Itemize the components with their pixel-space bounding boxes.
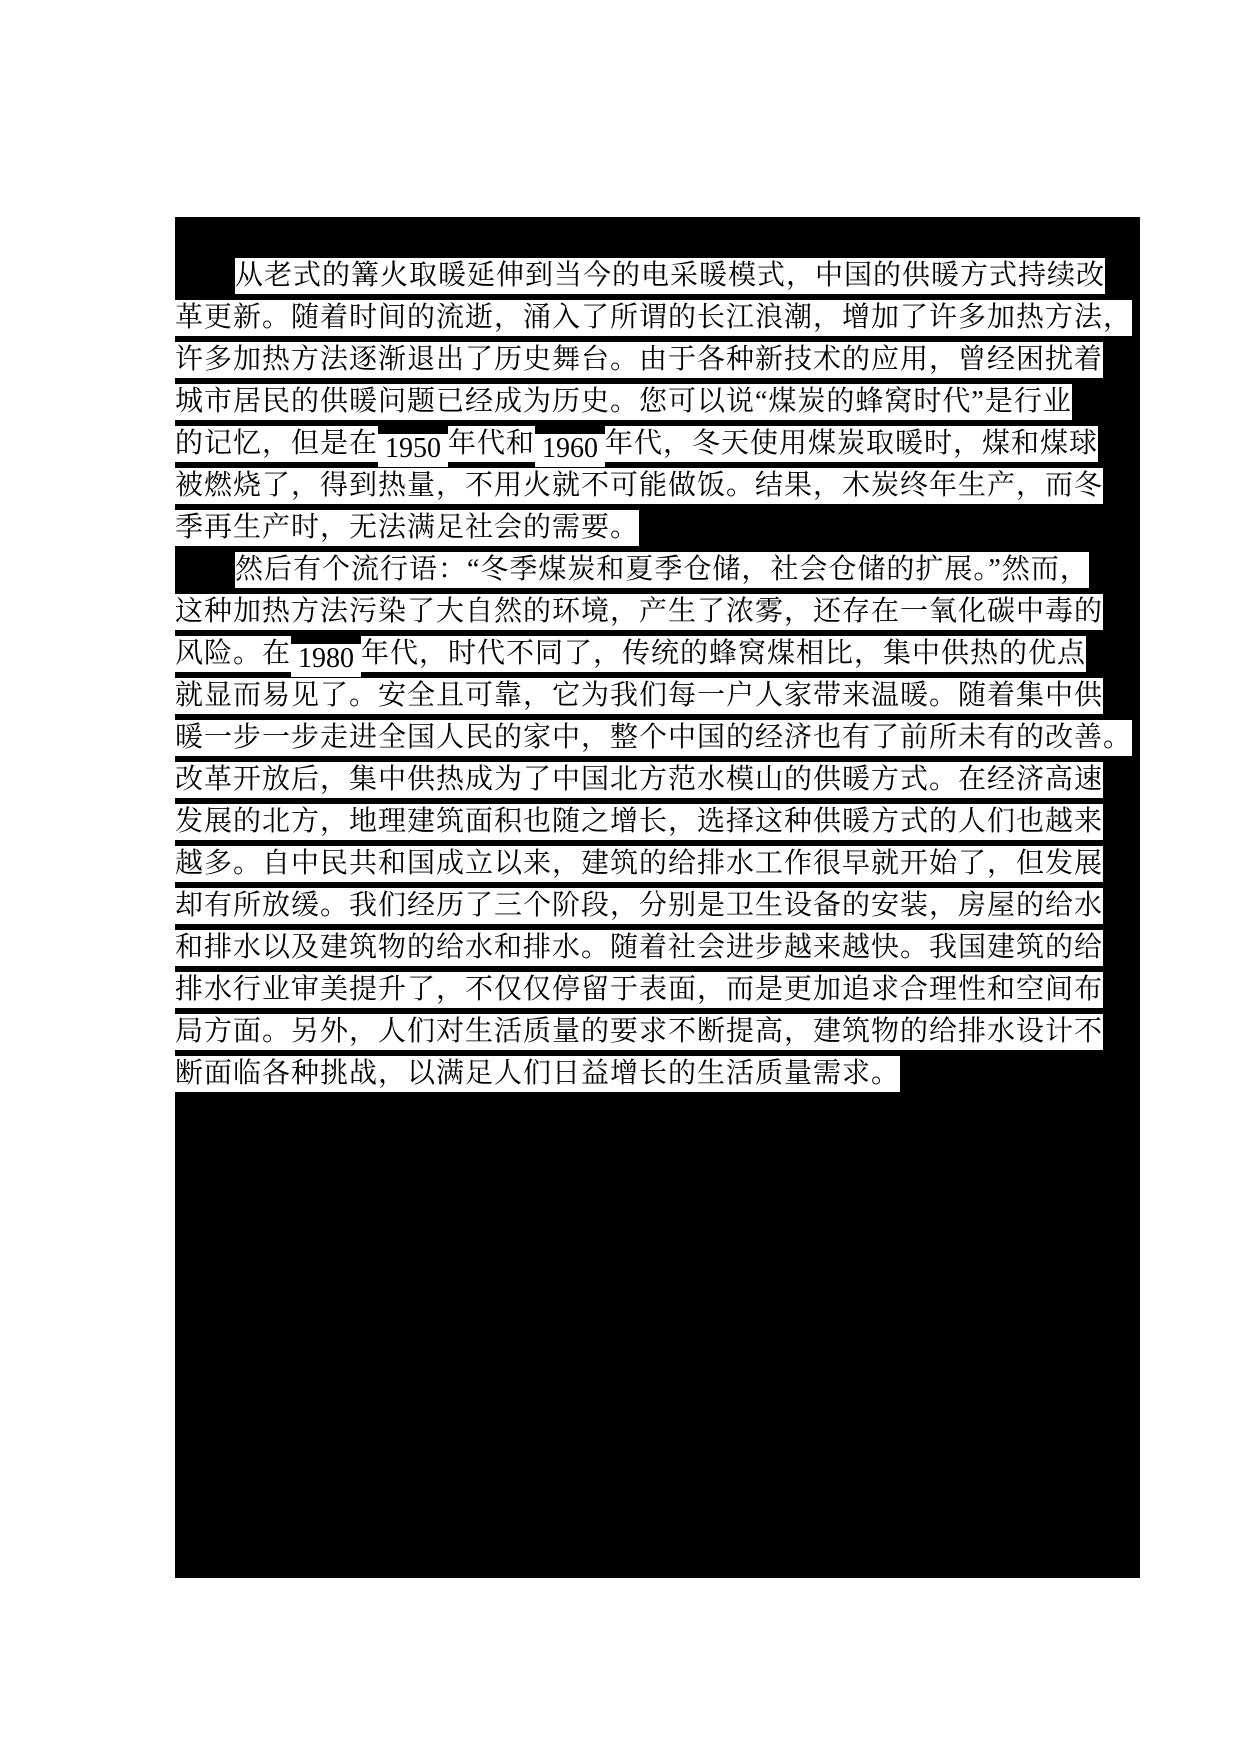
text-line bbox=[175, 846, 1140, 882]
paragraph-indent bbox=[175, 552, 235, 588]
text-line bbox=[175, 594, 1140, 630]
text-line bbox=[175, 552, 1140, 588]
text-run: 年代和 bbox=[448, 426, 535, 462]
text-run: 这种加热方法污染了大自然的环境，产生了浓雾，还存在一氧化碳中毒的 bbox=[175, 594, 1103, 630]
text-line bbox=[175, 930, 1140, 966]
text-run: 被燃烧了，得到热量，不用火就不可能做饭。结果，木炭终年生产，而冬 bbox=[175, 468, 1103, 504]
text-line bbox=[175, 888, 1140, 924]
text-run: 从老式的篝火取暖延伸到当今的电采暖模式，中国的供暖方式持续改 bbox=[235, 258, 1105, 294]
text-run: 年代，冬天使用煤炭取暖时，煤和煤球 bbox=[605, 426, 1098, 462]
paragraph-indent bbox=[175, 258, 235, 294]
text-line bbox=[175, 804, 1140, 840]
text-line bbox=[175, 384, 1140, 420]
text-line bbox=[175, 342, 1140, 378]
text-run: 局方面。另外，人们对生活质量的要求不断提高，建筑物的给排水设计不 bbox=[175, 1014, 1103, 1050]
text-run: 改革开放后，集中供热成为了中国北方范水模山的供暖方式。在经济高速 bbox=[175, 762, 1103, 798]
text-line bbox=[175, 1014, 1140, 1050]
text-run: 却有所放缓。我们经历了三个阶段，分别是卫生设备的安装，房屋的给水 bbox=[175, 888, 1103, 924]
text-run: 发展的北方，地理建筑面积也随之增长，选择这种供暖方式的人们也越来 bbox=[175, 804, 1103, 840]
text-line bbox=[175, 510, 1140, 546]
text-run: 革更新。随着时间的流逝，涌入了所谓的长江浪潮，增加了许多加热方法， bbox=[175, 300, 1132, 336]
text-line bbox=[175, 720, 1140, 756]
text-line bbox=[175, 762, 1140, 798]
redacted-text-block bbox=[175, 217, 1140, 1578]
year-number-run: 1950 bbox=[378, 434, 448, 467]
text-run: 季再生产时，无法满足社会的需要。 bbox=[175, 510, 639, 546]
year-number-run: 1980 bbox=[291, 644, 361, 677]
paragraph-lines bbox=[175, 258, 1140, 1098]
text-run: 和排水以及建筑物的给水和排水。随着社会进步越来越快。我国建筑的给 bbox=[175, 930, 1103, 966]
text-line bbox=[175, 258, 1140, 294]
text-line bbox=[175, 636, 1140, 672]
text-run: 然后有个流行语：“冬季煤炭和夏季仓储，社会仓储的扩展。”然而， bbox=[235, 552, 1089, 588]
text-run: 年代，时代不同了，传统的蜂窝煤相比，集中供热的优点 bbox=[361, 636, 1086, 672]
text-run: 许多加热方法逐渐退出了历史舞台。由于各种新技术的应用，曾经困扰着 bbox=[175, 342, 1103, 378]
text-line bbox=[175, 300, 1140, 336]
text-run: 的记忆，但是在 bbox=[175, 426, 378, 462]
text-run: 越多。自中民共和国成立以来，建筑的给排水工作很早就开始了，但发展 bbox=[175, 846, 1103, 882]
text-line bbox=[175, 468, 1140, 504]
text-run: 断面临各种挑战，以满足人们日益增长的生活质量需求。 bbox=[175, 1056, 900, 1092]
text-line bbox=[175, 426, 1140, 462]
year-number-run: 1960 bbox=[535, 434, 605, 467]
text-run: 城市居民的供暖问题已经成为历史。您可以说“煤炭的蜂窝时代”是行业 bbox=[175, 384, 1072, 420]
text-run: 排水行业审美提升了，不仅仅停留于表面，而是更加追求合理性和空间布 bbox=[175, 972, 1103, 1008]
text-line bbox=[175, 1056, 1140, 1092]
text-run: 风险。在 bbox=[175, 636, 291, 672]
text-run: 暖一步一步走进全国人民的家中，整个中国的经济也有了前所未有的改善。 bbox=[175, 720, 1132, 756]
text-line bbox=[175, 678, 1140, 714]
text-line bbox=[175, 972, 1140, 1008]
text-run: 就显而易见了。安全且可靠，它为我们每一户人家带来温暖。随着集中供 bbox=[175, 678, 1103, 714]
